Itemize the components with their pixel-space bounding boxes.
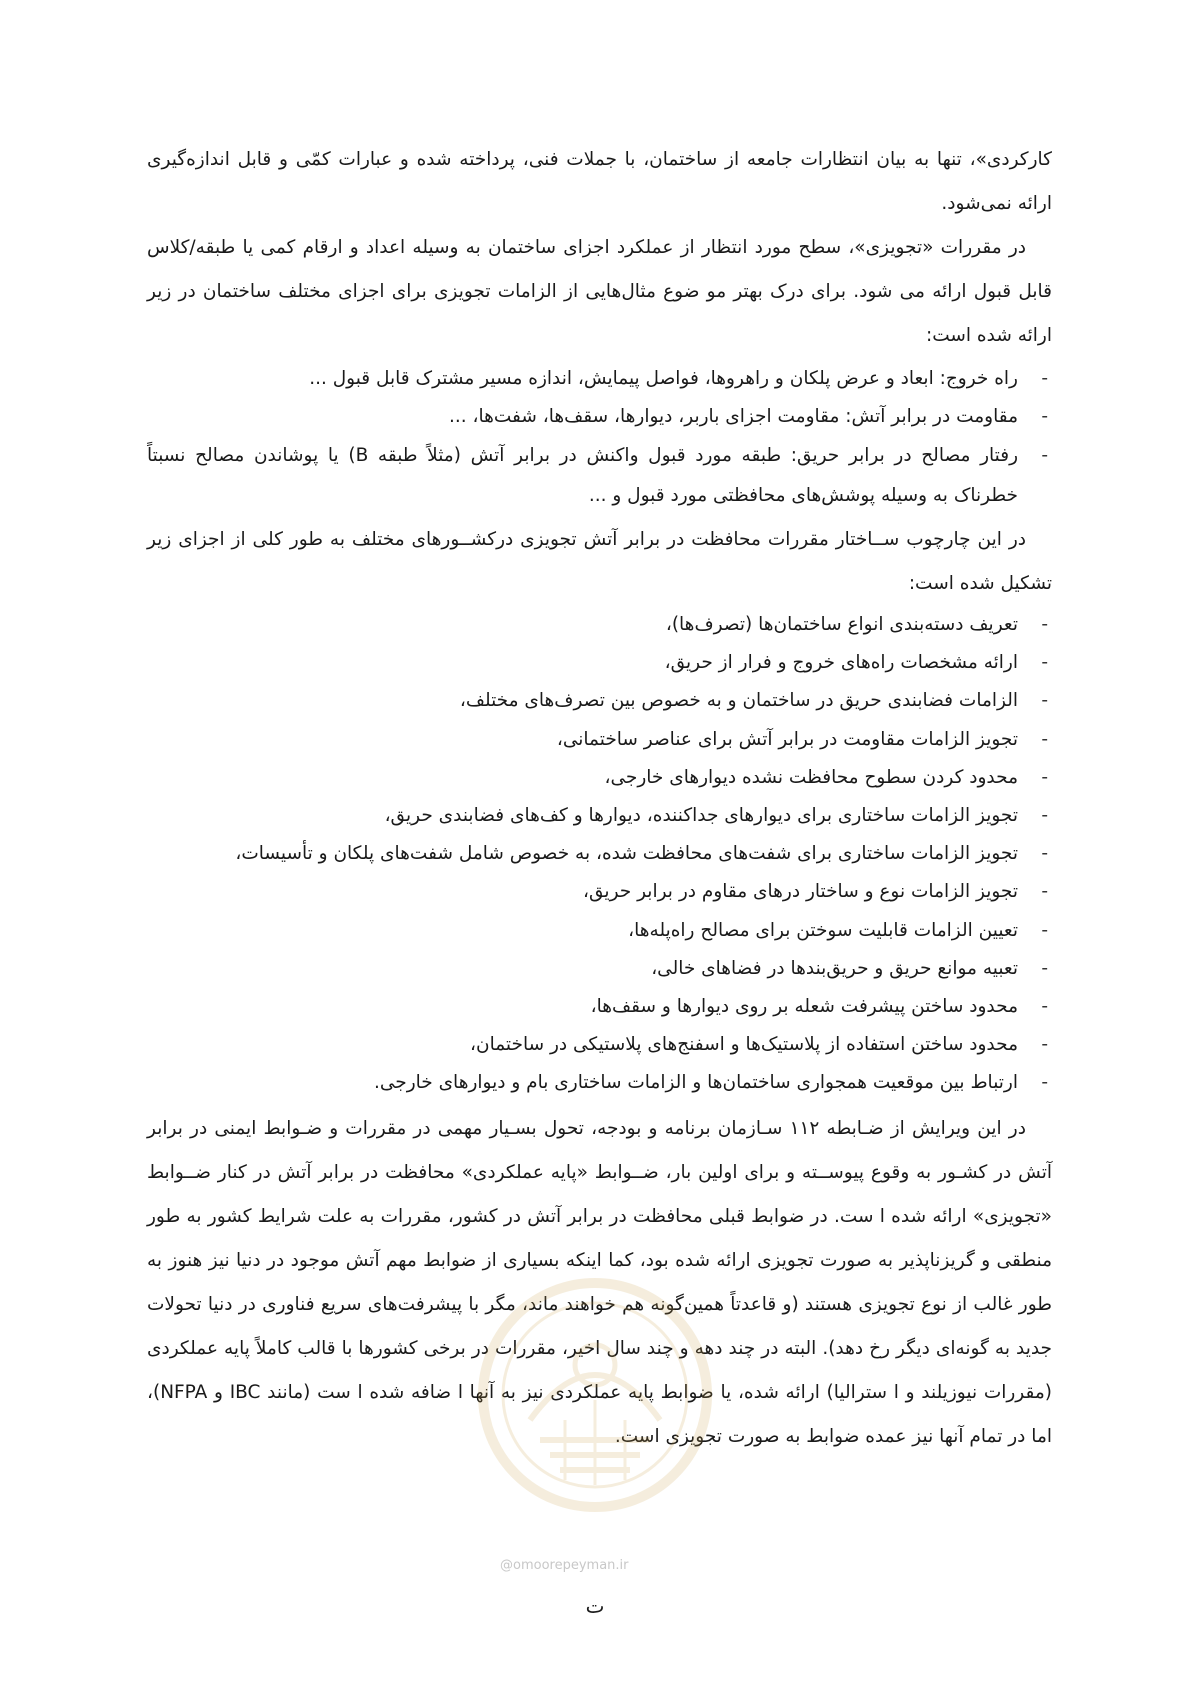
list-item	[147, 644, 1052, 682]
list-item	[147, 721, 1052, 759]
paragraph-3: در این چارچوب ســاختار مقررات محافظت در برابر آتش تجویزی درکشــورهای مختلف به طور کلی از اجزای زیر تشکیل شده است:	[147, 529, 1052, 594]
list-item-text: راه خروج: ابعاد و عرض پلکان و راهروها، فواصل پیمایش، اندازه مسیر مشترک قابل قبول ...	[309, 368, 1018, 389]
list-item-text: محدود کردن سطوح محافظت نشده دیوارهای خارجی،	[604, 766, 1018, 788]
dash-marker: -	[1041, 1072, 1048, 1094]
list-item-text: تجویز الزامات ساختاری برای دیوارهای جداکننده، دیوارها و کف‌های فضابندی حریق،	[384, 805, 1018, 827]
list-item-text: تعریف دسته‌بندی انواع ساختمان‌ها (تصرف‌ها)،	[665, 614, 1018, 635]
list-item	[147, 360, 1052, 398]
dash-marker: -	[1041, 728, 1048, 750]
dash-marker: -	[1041, 996, 1048, 1018]
watermark-url: @omoorepeyman.ir	[500, 1558, 629, 1573]
paragraph-2: در مقررات «تجویزی»، سطح مورد انتظار از عملکرد اجزای ساختمان به وسیله اعداد و ارقام کمی یا طبقه/کلاس قابل قبول ارائه می شود. برای درک بهتر مو ضوع مثال‌هایی از الزامات تجویزی برای اجزای مختلف ساختمان در زیر ارائه شده است:	[147, 237, 1052, 346]
list-item	[147, 436, 1052, 516]
list-item-text: الزامات فضابندی حریق در ساختمان و به خصوص بین تصرف‌های مختلف،	[459, 690, 1018, 712]
list-item	[147, 988, 1052, 1026]
list-item	[147, 835, 1052, 873]
paragraph-1: کارکردی»، تنها به بیان انتظارات جامعه از ساختمان، با جملات فنی، پرداخته شده و عبارات کمّی و قابل اندازه‌گیری ارائه نمی‌شود.	[147, 149, 1052, 214]
dash-marker: -	[1041, 614, 1048, 635]
example-requirements-list	[147, 360, 1052, 516]
list-item-text: تجویز الزامات مقاومت در برابر آتش برای عناصر ساختمانی،	[556, 728, 1018, 750]
list-item-text: تجویز الزامات ساختاری برای شفت‌های محافظت شده، به خصوص شامل شفت‌های پلکان و تأسیسات،	[235, 843, 1018, 865]
list-item	[147, 398, 1052, 436]
list-item-text: ارتباط بین موقعیت همجواری ساختمان‌ها و الزامات ساختاری بام و دیوارهای خارجی.	[373, 1072, 1018, 1094]
dash-marker: -	[1041, 957, 1048, 979]
list-item	[147, 873, 1052, 911]
list-item-text: محدود ساختن استفاده از پلاستیک‌ها و اسفنج‌های پلاستیکی در ساختمان،	[470, 1034, 1018, 1056]
dash-marker: -	[1041, 805, 1048, 827]
list-item	[147, 759, 1052, 797]
dash-marker: -	[1041, 406, 1048, 427]
dash-marker: -	[1041, 1034, 1048, 1056]
list-item-text: محدود ساختن پیشرفت شعله بر روی دیوارها و سقف‌ها،	[590, 996, 1018, 1018]
list-item-text: مقاومت در برابر آتش: مقاومت اجزای باربر، دیوارها، سقف‌ها، شفت‌ها، ...	[448, 406, 1018, 427]
list-item	[147, 912, 1052, 950]
paragraph-4: در این ویرایش از ضـابطه ۱۱۲ سـازمان برنامه و بودجه، تحول بسـیار مهمی در مقررات و ضـوابط ایمنی در برابر آتش در کشـور به وقوع پیوســته و برای اولین بار، ضــوابط «پایه عملکردی» محافظت در برابر آتش در کنار ضــوابط «تجویزی» ارائه شده ا ست. در ضوابط قبلی محافظت در برابر آتش در کشور، مقررات به علت شرایط کشور به طور منطقی و گریزناپذیر به صورت تجویزی ارائه شده بود، کما اینکه بسیاری از ضوابط مهم آتش موجود در دنیا نیز هنوز به طور غالب از نوع تجویزی هستند (و قاعدتاً همین‌گونه هم خواهند ماند، مگر با پیشرفت‌های سریع فناوری در دنیا تحولات جدید به گونه‌ای دیگر رخ دهد). البته در چند دهه و چند سال اخیر، مقررات در برخی کشورها با قالب کاملاً پایه عملکردی (مقررات نیوزیلند و ا ستراليا) ارائه شده، یا ضوابط پایه عملکردی نیز به آنها ا ضافه شده ا ست (مانند IBC و NFPA)، اما در تمام آنها نیز عمده ضوابط به صورت تجویزی است.	[147, 1117, 1052, 1447]
list-item-text: تجویز الزامات نوع و ساختار درهای مقاوم در برابر حریق،	[583, 881, 1018, 903]
dash-marker: -	[1041, 690, 1048, 712]
dash-marker: -	[1041, 368, 1048, 389]
components-list	[147, 606, 1052, 1103]
list-item	[147, 797, 1052, 835]
list-item	[147, 682, 1052, 720]
page-number: ت	[585, 1594, 605, 1618]
dash-marker: -	[1041, 919, 1048, 941]
list-item	[147, 606, 1052, 644]
list-item	[147, 1064, 1052, 1102]
document-body	[147, 138, 1052, 1459]
list-item-text: تعبیه موانع حریق و حریق‌بندها در فضاهای خالی،	[651, 957, 1018, 979]
list-item-text: ارائه مشخصات راه‌های خروج و فرار از حریق،	[664, 652, 1018, 674]
dash-marker: -	[1041, 843, 1048, 865]
dash-marker: -	[1041, 652, 1048, 674]
dash-marker: -	[1041, 881, 1048, 903]
list-item-text: تعیین الزامات قابلیت سوختن برای مصالح راه‌پله‌ها،	[628, 919, 1018, 941]
list-item-text: رفتار مصالح در برابر حریق: طبقه مورد قبول واکنش در برابر آتش (مثلاً طبقه B) یا پوشاندن مصالح نسبتاً خطرناک به وسیله پوشش‌های محافظتی مورد قبول و ...	[147, 445, 1018, 506]
dash-marker: -	[1041, 445, 1048, 466]
list-item	[147, 950, 1052, 988]
list-item	[147, 1026, 1052, 1064]
dash-marker: -	[1041, 766, 1048, 788]
